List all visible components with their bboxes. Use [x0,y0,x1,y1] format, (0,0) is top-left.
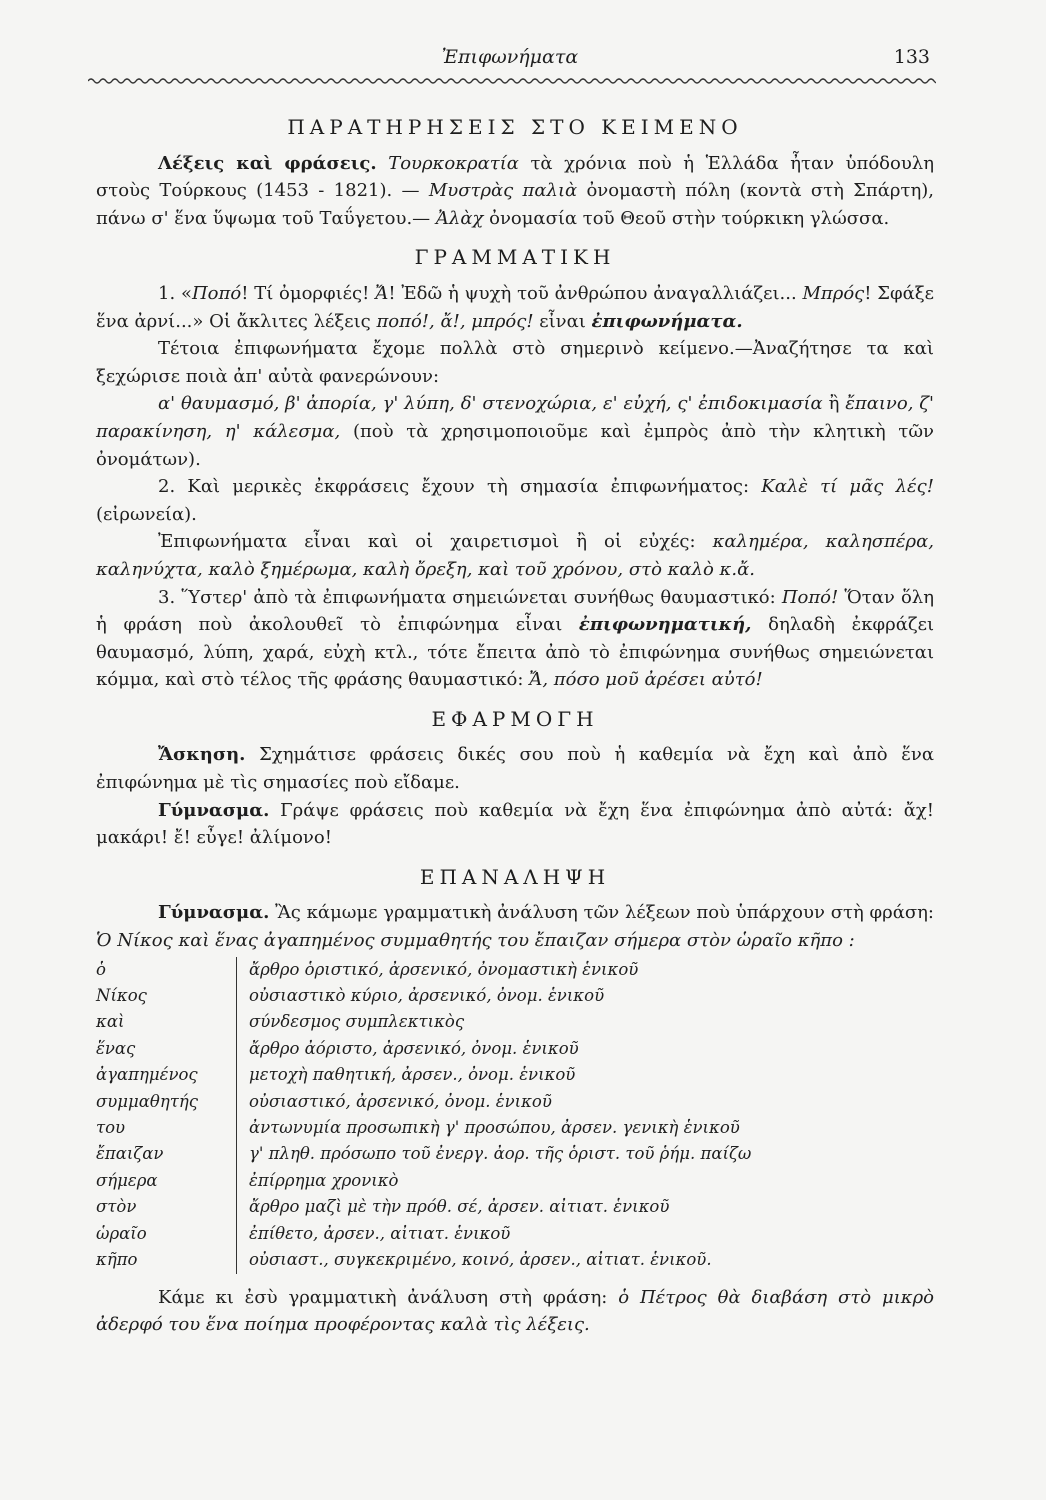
analysis-word: σήμερα [96,1168,237,1194]
exercise-paragraph [96,741,934,796]
text-run: Τέτοια ἐπιφωνήματα ἔχομε πολλὰ στὸ σημερινὸ κείμενο.—Ἀναζήτησε τα καὶ ξεχώρισε ποιὰ ἀπ' αὐτὰ φανερώνουν: [96,338,934,387]
table-row [96,1168,934,1194]
text-run: Σχημάτισε φράσεις δικές σου ποὺ ἡ καθεμία νὰ ἔχη καὶ ἀπὸ ἕνα ἐπιφώνημα μὲ τὶς σημασίες ποὺ εἴδαμε. [96,744,934,794]
page-body [96,112,934,1339]
final-exercise-paragraph [96,1284,934,1339]
term-mystras: Μυστρὰς παλιὰ [428,180,578,202]
text-run: Κάμε κι ἐσὺ γραμματικὴ ἀνάλυση στὴ φράση: [158,1286,619,1308]
review-paragraph [96,899,934,954]
analysis-word: συμμαθητής [96,1089,237,1115]
grammar-paragraph-5 [96,584,934,694]
text-run: εἶναι [533,310,592,332]
table-row [96,957,934,983]
analysis-description: οὐσιαστ., συγκεκριμένο, κοινό, ἀρσεν., αἰτιατ. ἑνικοῦ. [249,1250,712,1270]
definition-tourkokratia: τὰ χρόνια ποὺ ἡ Ἑλλάδα ἦταν ὑπόδουλη στοὺς Τούρκους (1453 - 1821). — [96,152,934,202]
analysis-description: σύνδεσμος συμπλεκτικὸς [249,1012,465,1032]
analysis-word: του [96,1115,237,1141]
analysis-description: μετοχὴ παθητική, ἀρσεν., ὀνομ. ἑνικοῦ [249,1065,576,1085]
table-row [96,1062,934,1088]
analysis-word: στὸν [96,1194,237,1220]
definition-mystras: ὀνομαστὴ πόλη (κοντὰ στὴ Σπάρτη), πάνω σ' ἕνα ὕψωμα τοῦ Ταΰγετου.— [96,180,934,229]
text-run: ! Σφάξε ἕνα ἀρνί...» Οἱ ἄκλιτες λέξεις [96,282,934,332]
text-run: Ἄ, πόσο μοῦ ἀρέσει αὐτό! [529,669,763,691]
analysis-word: κῆπο [96,1247,237,1273]
grammar-paragraph-2 [96,335,934,390]
text-run: Ἂς κάμωμε γραμματικὴ ἀνάλυση τῶν λέξεων ποὺ ὑπάρχουν στὴ φράση: [269,902,934,924]
term-allah: Ἀλὰχ [435,207,484,229]
exercise-sentence: ὁ Πέτρος θὰ διαβάση στὸ μικρὸ ἀδερφό του ἕνα ποίημα προφέροντας καλὰ τὶς λέξεις. [96,1286,934,1336]
table-row [96,1141,934,1167]
text-run: ! Ἐδῶ ἡ ψυχὴ τοῦ ἀνθρώπου ἀναγαλλιάζει... [388,282,803,304]
analysis-description: οὐσιαστικό, ἀρσενικό, ὀνομ. ἑνικοῦ [249,1091,552,1111]
text-run: 2. Καὶ μερικὲς ἐκφράσεις ἔχουν τὴ σημασία ἐπιφωνήματος: [158,476,762,498]
wavy-rule [88,76,936,86]
text-run: (ποὺ τὰ χρησιμοποιοῦμε καὶ ἐμπρὸς ἀπὸ τὴν κλητικὴ τῶν ὀνομάτων). [96,420,934,470]
text-run: Ἄ [375,282,389,304]
text-run: α' θαυμασμό, β' ἀπορία, γ' λύπη, δ' στενοχώρια, ε' εὐχή, ς' ἐπιδοκιμασία [158,393,823,415]
table-row [96,1036,934,1062]
table-row [96,1247,934,1273]
grammar-paragraph-1 [96,280,934,335]
text-run: Ἐπιφωνήματα εἶναι καὶ οἱ χαιρετισμοὶ ἢ οἱ εὐχές: [158,531,713,553]
table-row [96,983,934,1009]
text-run: ! Τί ὀμορφιές! [241,282,376,304]
text-run: ἐπιφωνηματική, [578,614,752,636]
text-run: δηλαδὴ ἐκφράζει θαυμασμό, λύπη, χαρά, εὐχὴ κτλ., τότε ἔπειτα ἀπὸ τὸ ἐπιφώνημα συνήθως σημειώνεται κόμμα, καὶ στὸ τέλος τῆς φράσης θαυμαστικό: [96,614,934,691]
observations-paragraph [96,150,934,233]
text-run: ἔπαινο, ζ' παρακίνηση, η' κάλεσμα, [96,393,934,442]
term-tourkokratia: Τουρκοκρατία [388,152,519,174]
text-run: Γράψε φράσεις ποὺ καθεμία νὰ ἔχη ἕνα ἐπιφώνημα ἀπὸ αὐτά: ἄχ! μακάρι! ἔ! εὖγε! ἀλίμονο! [96,799,934,849]
text-run: Ποπό! [781,586,839,608]
text-run: Μπρός [802,282,865,304]
grammar-paragraph-2b [96,390,934,473]
page-number: 133 [893,46,930,68]
review-label: Γύμνασμα. [158,902,270,924]
text-run: Καλὲ τί μᾶς λές! [761,476,934,498]
analysis-word: ἔπαιζαν [96,1141,237,1167]
table-row [96,1115,934,1141]
analysis-word: καὶ [96,1009,237,1035]
section-heading-application: ΕΦΑΡΜΟΓΗ [431,706,599,731]
table-row [96,1221,934,1247]
grammatical-analysis-table [96,957,934,1274]
analysis-word: Νίκος [96,983,237,1009]
text-run: ποπό!, ἄ!, μπρός! [376,310,534,332]
analysis-word: ὁ [96,957,237,983]
example-sentence: Ὁ Νίκος καὶ ἕνας ἀγαπημένος συμμαθητής του ἔπαιζαν σήμερα στὸν ὡραῖο κῆπο : [96,930,855,952]
analysis-word: ἕνας [96,1036,237,1062]
section-heading-observations: ΠΑΡΑΤΗΡΗΣΕΙΣ ΣΤΟ ΚΕΙΜΕΝΟ [287,115,743,139]
analysis-word: ὡραῖο [96,1221,237,1247]
analysis-word: ἀγαπημένος [96,1062,237,1088]
analysis-description: ἄρθρο ὁριστικό, ἀρσενικό, ὀνομαστικὴ ἑνικοῦ [249,959,639,979]
text-run: Ὅταν ὅλη ἡ φράση ποὺ ἀκολουθεῖ τὸ ἐπιφώνημα εἶναι [96,586,934,636]
analysis-description: ἀντωνυμία προσωπικὴ γ' προσώπου, ἀρσεν. γενικὴ ἑνικοῦ [249,1118,740,1138]
analysis-description: γ' πληθ. πρόσωπο τοῦ ἐνεργ. ἀορ. τῆς ὁριστ. τοῦ ῥήμ. παίζω [249,1144,752,1164]
exercise-label: Ἄσκηση. [158,744,246,766]
section-heading-grammar: ΓΡΑΜΜΑΤΙΚΗ [414,245,616,270]
text-run: ἐπιφωνήματα. [591,310,743,332]
running-title: Ἐπιφωνήματα [441,46,579,68]
table-row [96,1009,934,1035]
drill-paragraph [96,797,934,852]
text-run: καλημέρα, καλησπέρα, καληνύχτα, καλὸ ξημέρωμα, καλὴ ὄρεξη, καὶ τοῦ χρόνου, στὸ καλὸ κ.ἄ. [96,531,934,580]
text-run: Ποπό [191,282,242,304]
drill-label: Γύμνασμα. [158,799,270,821]
text-run: 3. Ὕστερ' ἀπὸ τὰ ἐπιφωνήματα σημειώνεται συνήθως θαυμαστικό: [158,586,782,608]
table-row [96,1089,934,1115]
grammar-paragraph-3 [96,473,934,528]
grammar-paragraph-4 [96,528,934,583]
analysis-description: ἄρθρο μαζὶ μὲ τὴν πρόθ. σέ, ἀρσεν. αἰτιατ. ἑνικοῦ [249,1197,670,1217]
running-header [90,46,930,76]
analysis-description: οὐσιαστικὸ κύριο, ἀρσενικό, ὀνομ. ἑνικοῦ [249,986,605,1006]
text-run: 1. « [158,282,192,304]
table-row [96,1194,934,1220]
text-run: (εἰρωνεία). [96,503,197,525]
definition-allah: ὀνομασία τοῦ Θεοῦ στὴν τούρκικη γλώσσα. [483,207,890,229]
analysis-description: ἄρθρο ἀόριστο, ἀρσενικό, ὀνομ. ἑνικοῦ [249,1038,579,1058]
analysis-description: ἐπίθετο, ἀρσεν., αἰτιατ. ἑνικοῦ [249,1223,511,1243]
analysis-description: ἐπίρρημα χρονικὸ [249,1170,399,1190]
section-heading-review: ΕΠΑΝΑΛΗΨΗ [419,864,611,889]
text-run: ἢ [822,393,846,415]
observations-label: Λέξεις καὶ φράσεις. [158,152,377,174]
